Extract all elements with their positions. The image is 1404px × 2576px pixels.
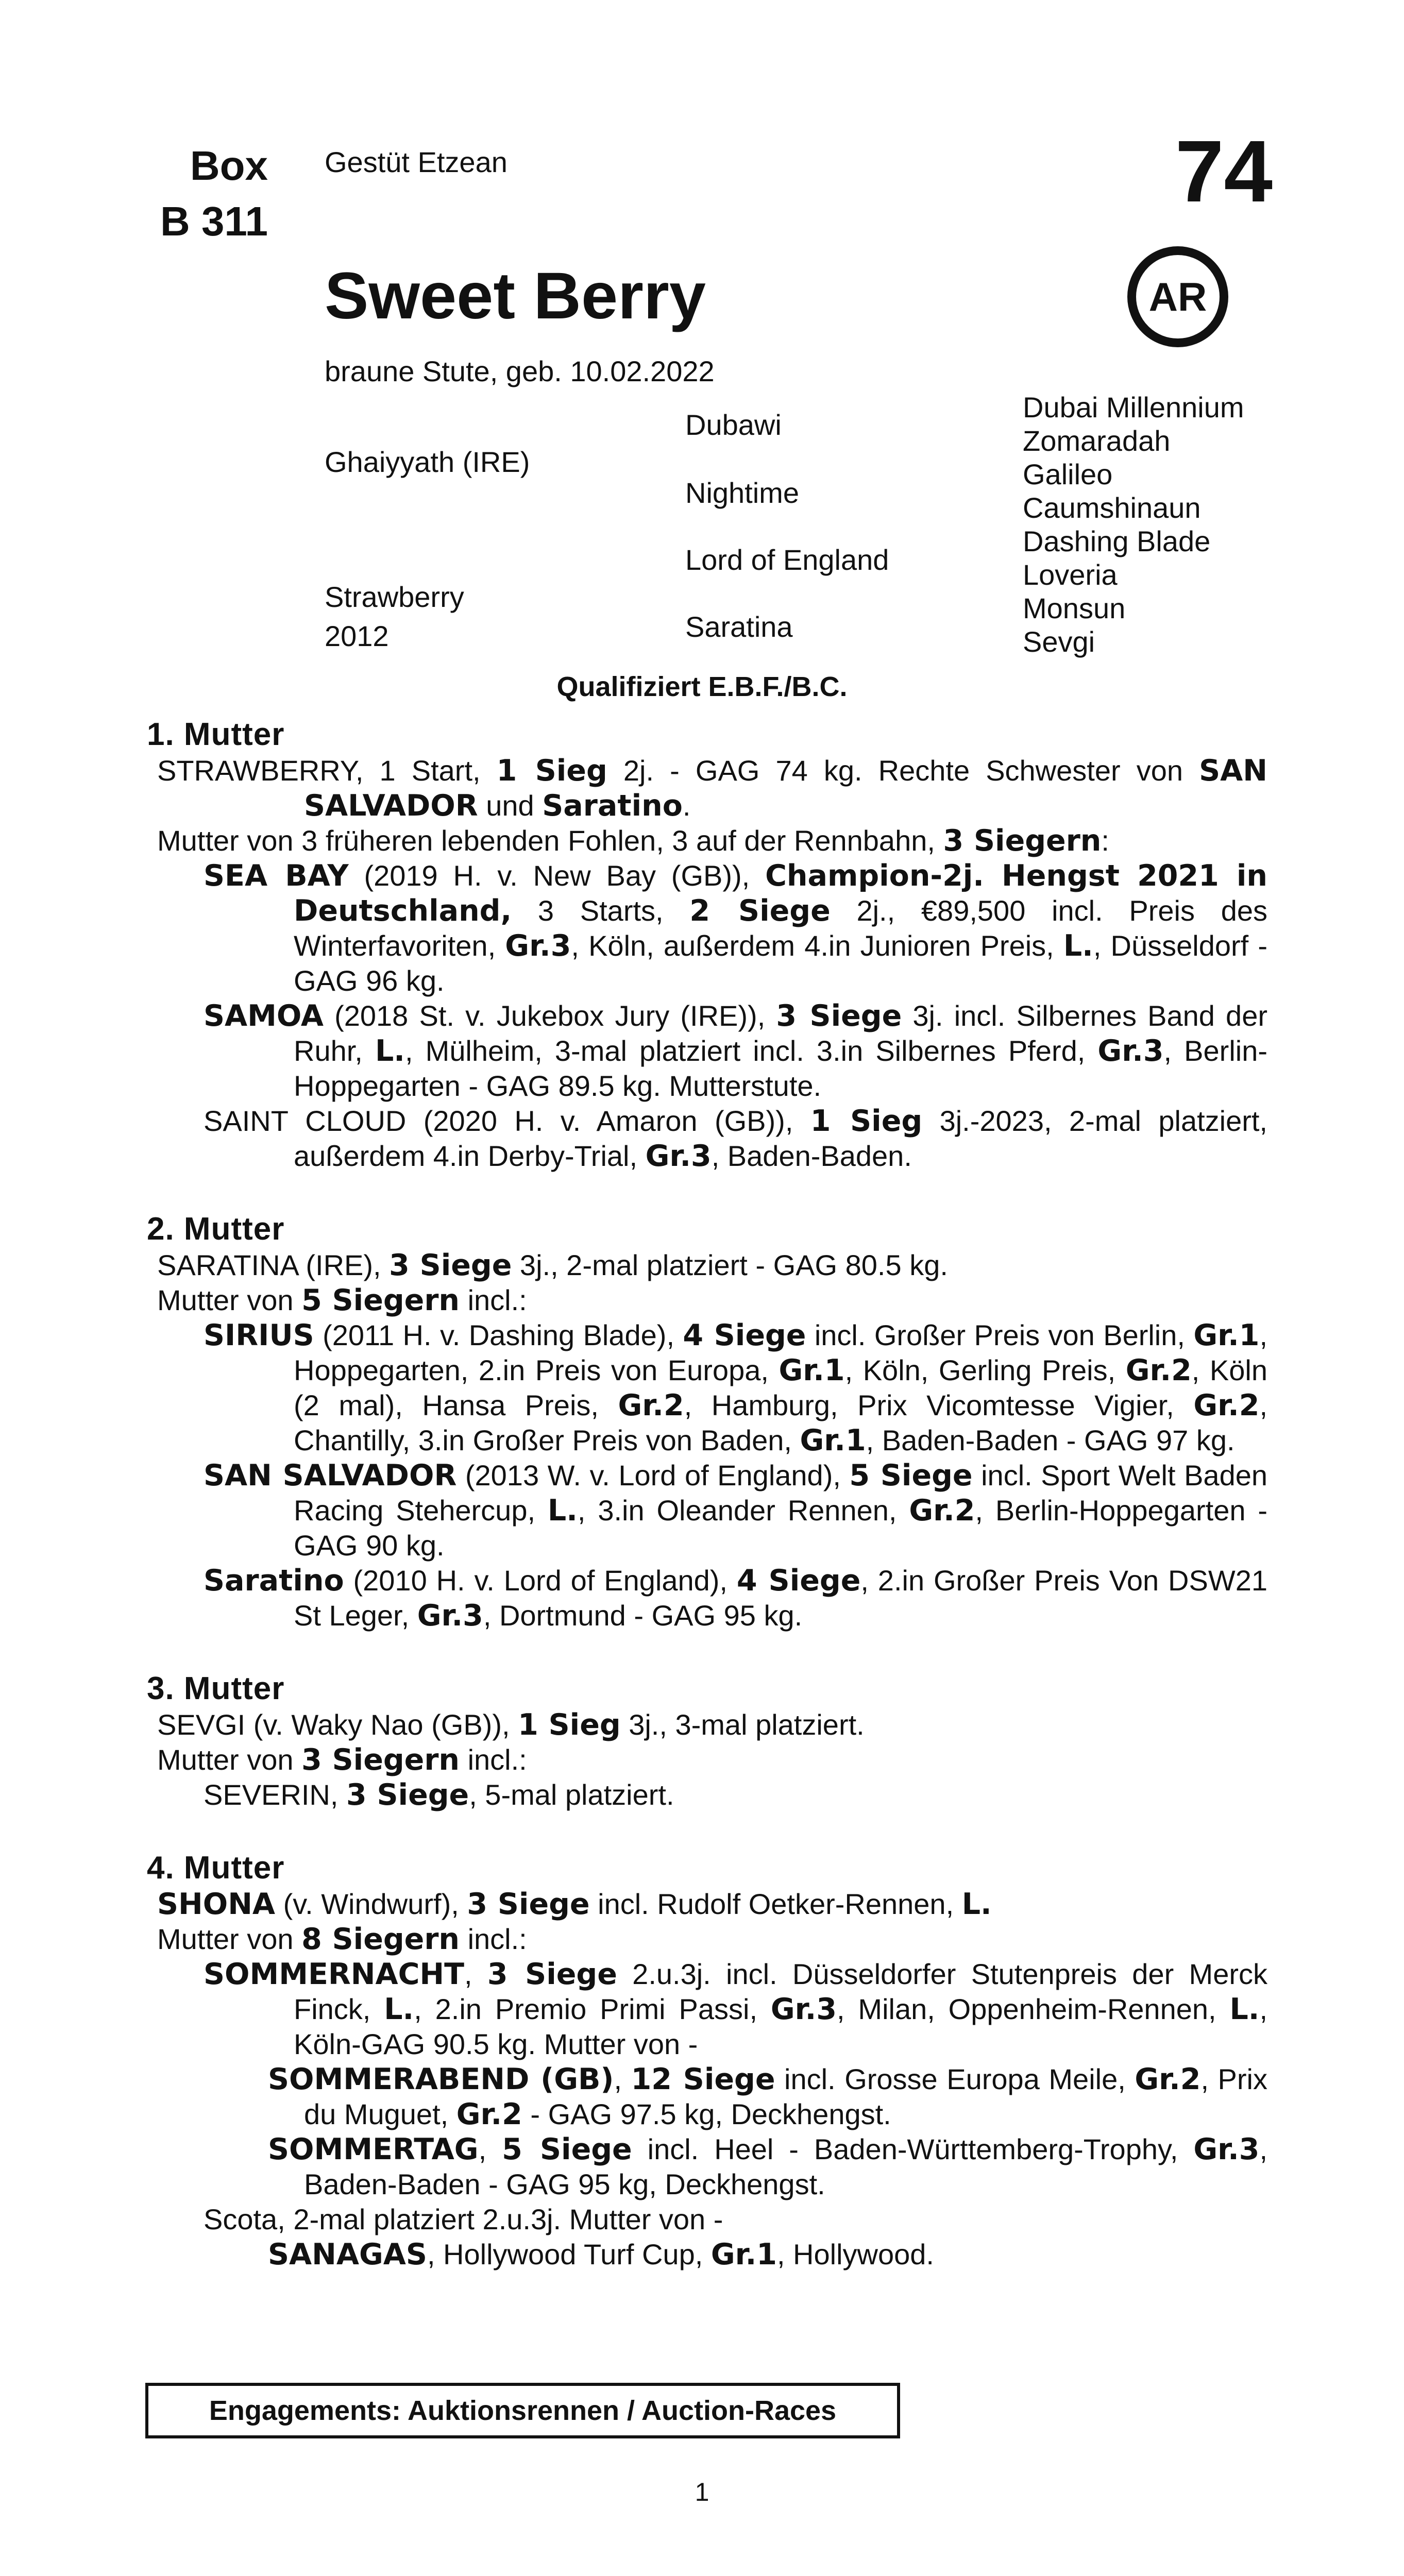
gp-6: Loveria [1023, 558, 1118, 591]
gp-3: Galileo [1023, 458, 1113, 490]
pedigree-dam: Strawberry [325, 581, 464, 613]
gp-4: Caumshinaun [1023, 492, 1201, 524]
dam-line [147, 716, 1267, 2309]
pedigree-dam-sire: Lord of England [685, 544, 889, 576]
engagements-text: Engagements: Auktionsrennen / Auction-Races [209, 2395, 837, 2426]
breeder-name: Gestüt Etzean [325, 146, 508, 178]
produce-entry: SIRIUS (2011 H. v. Dashing Blade), 4 Siege incl. Großer Preis von Berlin, Gr.1, Hoppegarten, 2.in Preis von Europa, Gr.1, Köln, Gerling Preis, Gr.2, Köln (2 mal), Hansa Preis, Gr.2, Hamburg, Prix Vicomtesse Vigier, Gr.2, Chantilly, 3.in Großer Preis von Baden, Gr.1, Baden-Baden - GAG 97 kg. [204, 1318, 1268, 1458]
section-heading: 1. Mutter [147, 717, 285, 752]
engagements-box [145, 2383, 900, 2438]
section-4-mutter [147, 1850, 1267, 2272]
gp-8: Sevgi [1023, 625, 1095, 658]
dam-summary: SHONA (v. Windwurf), 3 Siege incl. Rudolf Oetker-Rennen, L. [157, 1887, 992, 1921]
grand-produce-entry: SANAGAS, Hollywood Turf Cup, Gr.1, Hollywood. [268, 2238, 934, 2272]
gp-5: Dashing Blade [1023, 525, 1211, 557]
horse-description: braune Stute, geb. 10.02.2022 [325, 355, 715, 387]
sibling-entry: SAINT CLOUD (2020 H. v. Amaron (GB)), 1 Sieg 3j.-2023, 2-mal platziert, außerdem 4.in Derby-Trial, Gr.3, Baden-Baden. [204, 1104, 1267, 1173]
section-2-mutter [147, 1211, 1267, 1633]
section-3-mutter [147, 1670, 1267, 1812]
section-1-mutter [147, 716, 1267, 1174]
horse-name: Sweet Berry [325, 259, 706, 333]
box-word: Box [190, 143, 268, 189]
grand-produce-entry: SOMMERABEND (GB), 12 Siege incl. Grosse Europa Meile, Gr.2, Prix du Muguet, Gr.2 - GAG 97.5 kg, Deckhengst. [268, 2062, 1267, 2131]
gp-2: Zomaradah [1023, 425, 1171, 457]
produce-entry: Scota, 2-mal platziert 2.u.3j. Mutter von - [204, 2203, 723, 2235]
pedigree-great-grandparents [1023, 391, 1244, 658]
gp-1: Dubai Millennium [1023, 391, 1244, 423]
produce-entry: SEVERIN, 3 Siege, 5-mal platziert. [204, 1778, 674, 1812]
sibling-entry: SEA BAY (2019 H. v. New Bay (GB)), Champion-2j. Hengst 2021 in Deutschland, 3 Starts, 2 Siege 2j., €89,500 incl. Preis des Winterfavoriten, Gr.3, Köln, außerdem 4.in Junioren Preis, L., Düsseldorf - GAG 96 kg. [204, 859, 1268, 997]
box-number: B 311 [160, 198, 268, 244]
produce-entry: Saratino (2010 H. v. Lord of England), 4 Siege, 2.in Großer Preis Von DSW21 St Leger, Gr.3, Dortmund - GAG 95 kg. [204, 1564, 1267, 1633]
section-heading: 4. Mutter [147, 1850, 285, 1886]
pedigree-dam-year: 2012 [325, 620, 389, 652]
gp-7: Monsun [1023, 592, 1126, 624]
dam-summary: STRAWBERRY, 1 Start, 1 Sieg 2j. - GAG 74 kg. Rechte Schwester von SAN SALVADOR und Saratino. [157, 754, 1267, 823]
pedigree-sire-dam: Nightime [685, 477, 799, 509]
produce-summary: Mutter von 3 Siegern incl.: [157, 1743, 527, 1777]
box-label [144, 138, 268, 249]
dam-summary: SEVGI (v. Waky Nao (GB)), 1 Sieg 3j., 3-mal platziert. [157, 1708, 865, 1742]
pedigree-dam-dam: Saratina [685, 611, 793, 643]
dam-summary: SARATINA (IRE), 3 Siege 3j., 2-mal platziert - GAG 80.5 kg. [157, 1248, 948, 1282]
pedigree-sire: Ghaiyyath (IRE) [325, 446, 530, 478]
page-number: 1 [695, 2478, 709, 2506]
produce-summary: Mutter von 8 Siegern incl.: [157, 1922, 527, 1956]
produce-entry: SOMMERNACHT, 3 Siege 2.u.3j. incl. Düsseldorfer Stutenpreis der Merck Finck, L., 2.in Premio Primi Passi, Gr.3, Milan, Oppenheim-Rennen, L., Köln-GAG 90.5 kg. Mutter von - [204, 1957, 1268, 2060]
produce-summary: Mutter von 3 früheren lebenden Fohlen, 3 auf der Rennbahn, 3 Siegern: [157, 824, 1109, 858]
produce-summary: Mutter von 5 Siegern incl.: [157, 1283, 527, 1317]
qualification-note: Qualifiziert E.B.F./B.C. [556, 671, 848, 702]
section-heading: 2. Mutter [147, 1211, 285, 1247]
ar-badge-text: AR [1148, 274, 1207, 319]
produce-entry: SAN SALVADOR (2013 W. v. Lord of England), 5 Siege incl. Sport Welt Baden Racing Stehercup, L., 3.in Oleander Rennen, Gr.2, Berlin-Hoppegarten - GAG 90 kg. [204, 1459, 1268, 1562]
sibling-entry: SAMOA (2018 St. v. Jukebox Jury (IRE)), 3 Siege 3j. incl. Silbernes Band der Ruhr, L., Mülheim, 3-mal platziert incl. 3.in Silbernes Pferd, Gr.3, Berlin-Hoppegarten - GAG 89.5 kg. Mutterstute. [204, 999, 1268, 1102]
grand-produce-entry: SOMMERTAG, 5 Siege incl. Heel - Baden-Württemberg-Trophy, Gr.3, Baden-Baden - GAG 95 kg, Deckhengst. [268, 2132, 1267, 2200]
pedigree-sire-sire: Dubawi [685, 409, 782, 441]
lot-number: 74 [1175, 123, 1273, 221]
ar-badge [1127, 246, 1228, 347]
section-heading: 3. Mutter [147, 1671, 285, 1706]
